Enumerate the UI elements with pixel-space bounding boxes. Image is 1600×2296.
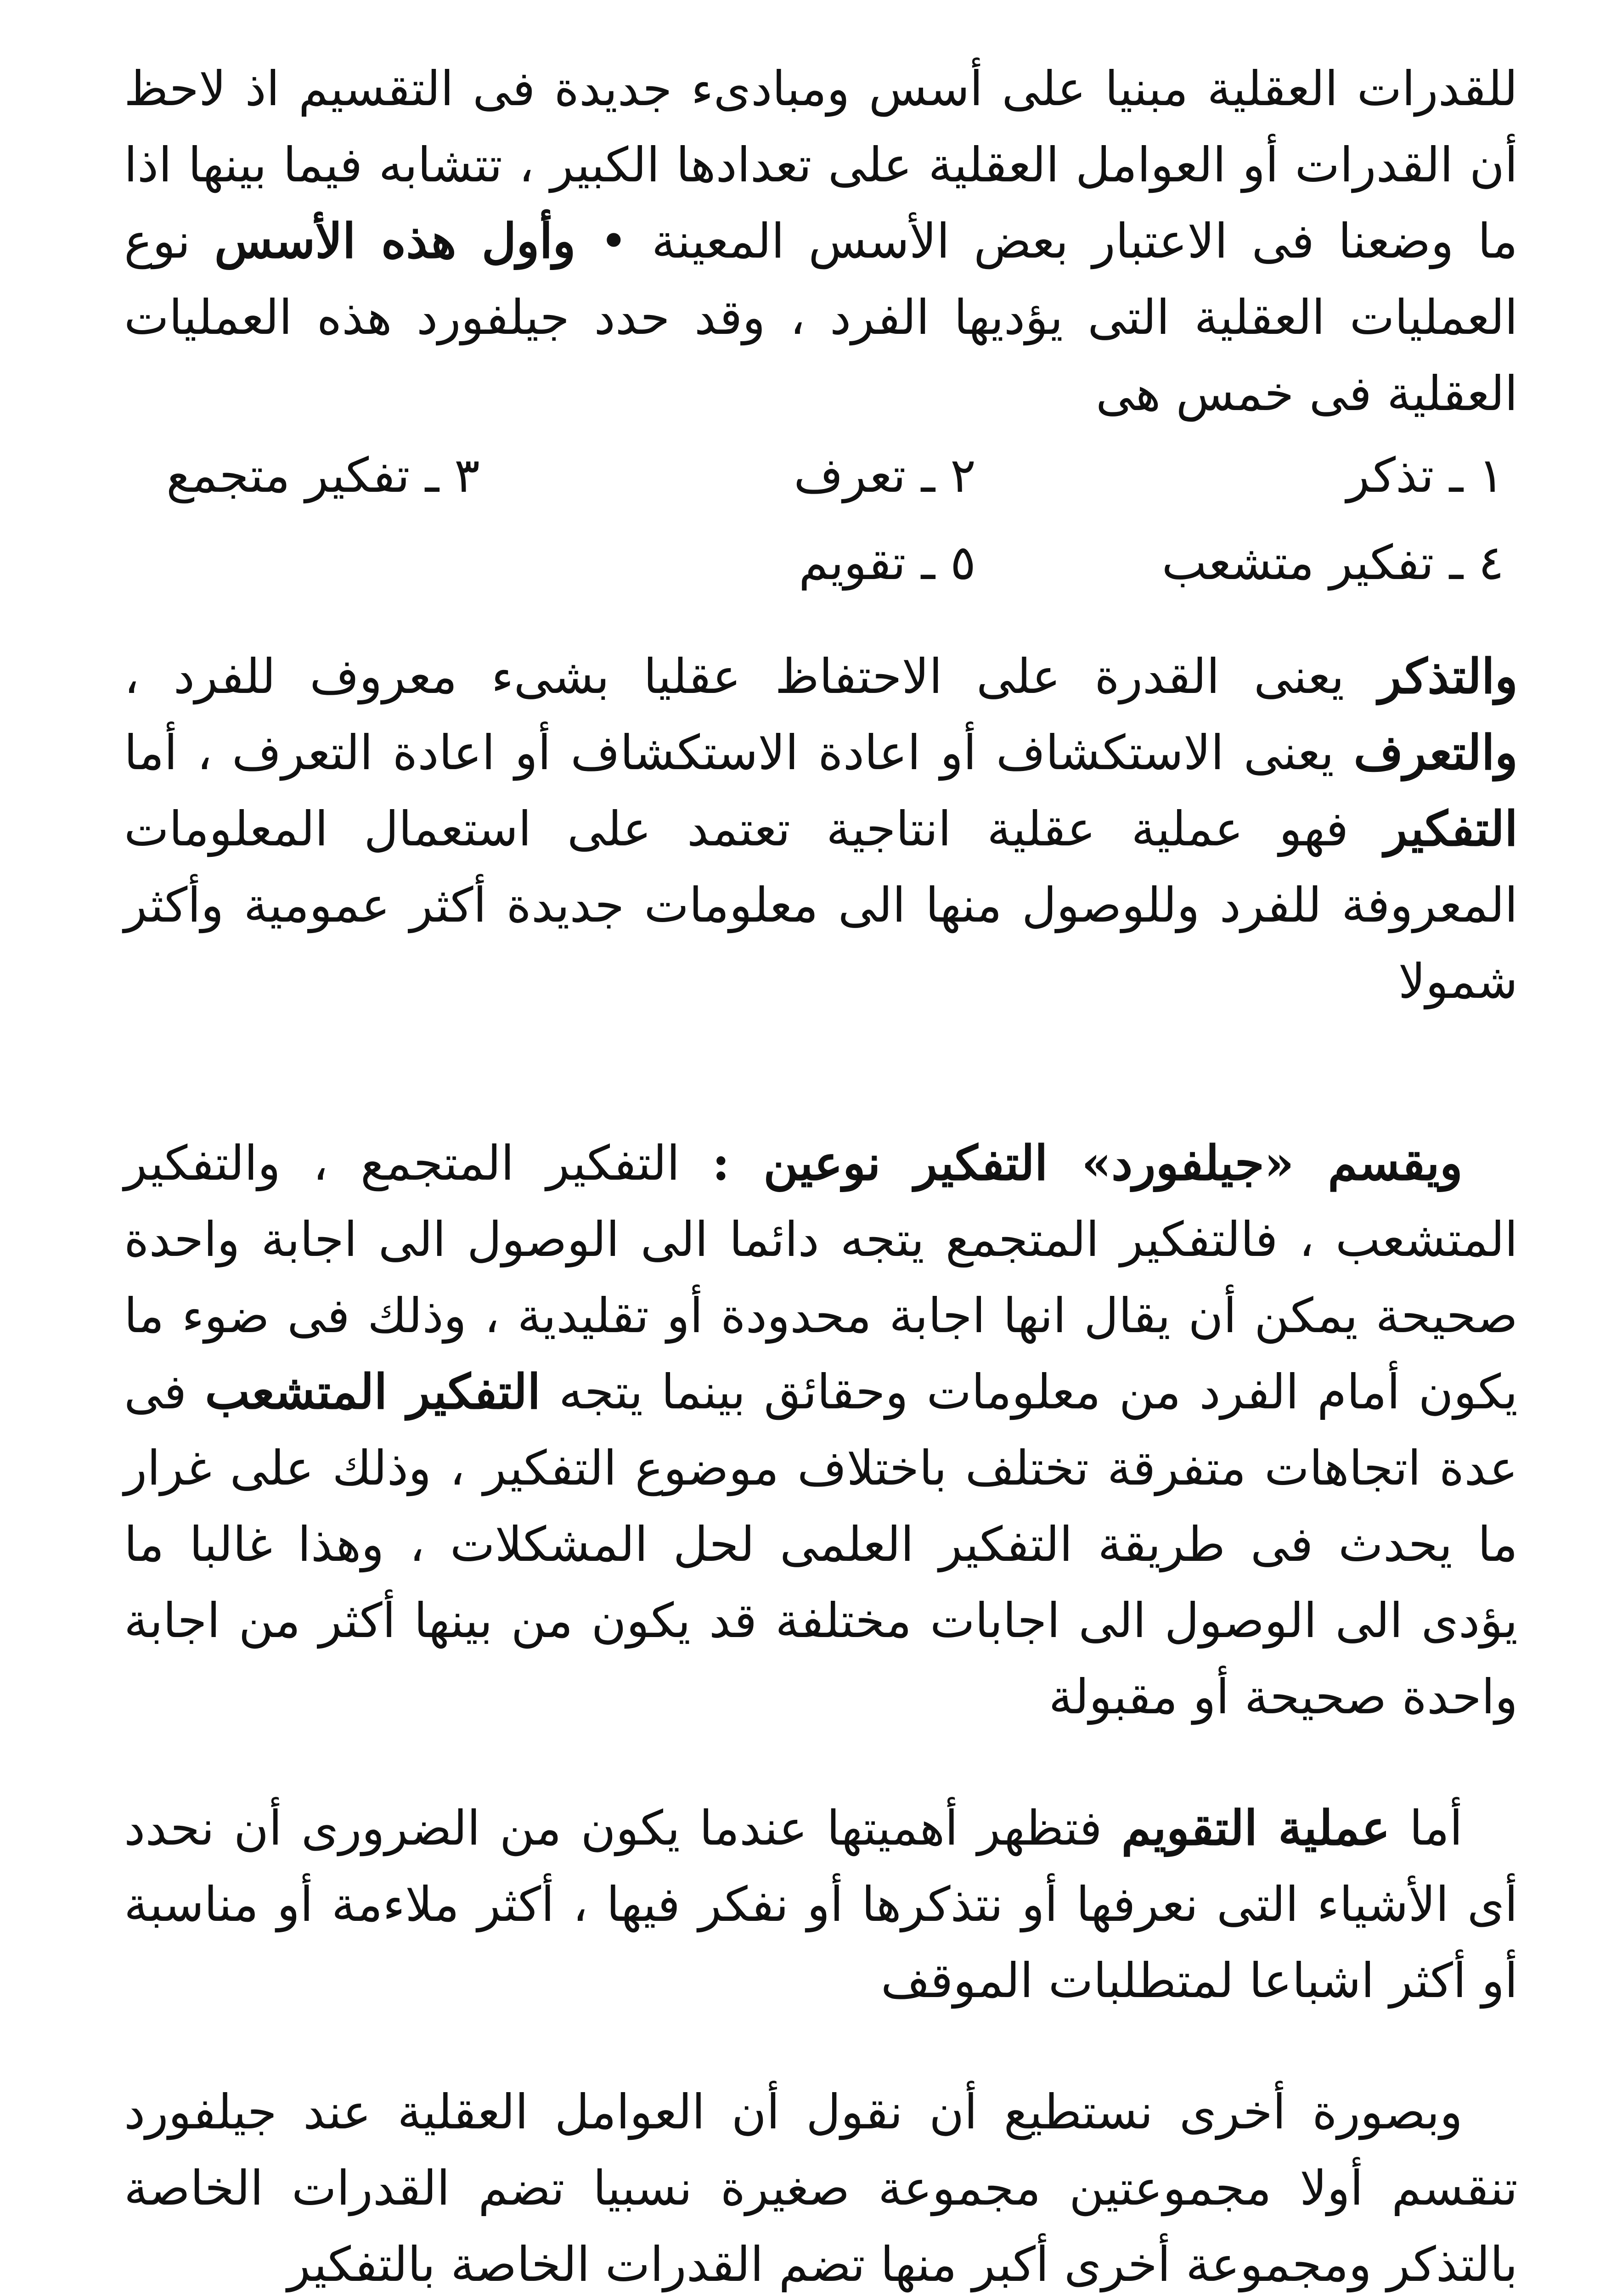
paragraph-1-tail: نوع العمليات العقلية التى يؤديها الفرد ، وقد حدد جيلفورد هذه العمليات العقلية فى خمس هى (124, 213, 1518, 422)
paragraph-2-text-1: يعنى القدرة على الاحتفاظ عقليا بشىء معروف للفرد ، (124, 648, 1379, 704)
term-evaluation: عملية التقويم (1121, 1800, 1390, 1856)
operations-row-2 (124, 519, 1518, 606)
operation-5: ٥ ـ تقويم (799, 535, 976, 591)
paragraph-3-text-2: فى عدة اتجاهات متفرقة تختلف باختلاف موضوع التفكير ، وذلك على غرار ما يحدث فى طريقة التفكير العلمى لحل المشكلات ، وهذا غالبا ما يؤدى الى الوصول الى اجابات مختلفة قد يكون من بينها أكثر من اجابة واحدة صحيحة أو مقبولة (124, 1364, 1518, 1725)
paragraph-3-text-1: التفكير المتجمع ، والتفكير المتشعب ، فالتفكير المتجمع يتجه دائما الى الوصول الى اجابة واحدة صحيحة يمكن أن يقال انها اجابة محدودة أو تقليدية ، وذلك فى ضوء ما يكون أمام الفرد من معلومات وحقائق بينما يتجه (124, 1135, 1518, 1420)
paragraph-2 (124, 638, 1518, 1019)
operation-1: ١ ـ تذكر (1346, 447, 1504, 503)
paragraph-1-text: للقدرات العقلية مبنيا على أسس ومبادىء جديدة فى التقسيم اذ لاحظ أن القدرات أو العوامل العقلية على تعدادها الكبير ، تتشابه فيما بينها اذا ما وضعنا فى الاعتبار بعض الأسس المعينة • (124, 61, 1518, 269)
term-thinking: التفكير (1384, 800, 1518, 857)
paragraph-4-text-1: فتظهر أهميتها عندما يكون من الضرورى أن نحدد أى الأشياء التى نعرفها أو نتذكرها أو نفكر فيها ، أكثر ملاءمة أو مناسبة أو أكثر اشباعا لمتطلبات الموقف (124, 1800, 1518, 2009)
paragraph-2-text-2: يعنى الاستكشاف أو اعادة الاستكشاف أو اعادة التعرف ، أما (124, 725, 1354, 781)
term-remembering: والتذكر (1378, 648, 1518, 704)
term-recognition: والتعرف (1353, 724, 1518, 781)
operation-3: ٣ ـ تفكير متجمع (166, 447, 480, 503)
paragraph-3 (124, 1125, 1518, 1735)
paragraph-1 (124, 51, 1518, 432)
operations-row-1 (124, 432, 1518, 519)
paragraph-2-text-3: فهو عملية عقلية انتاجية تعتمد على استعمال المعلومات المعروفة للفرد وللوصول منها الى معلومات جديدة أكثر عمومية وأكثر شمولا (124, 801, 1518, 1009)
term-divergent-thinking: التفكير المتشعب (205, 1363, 541, 1420)
page-body (124, 51, 1518, 2296)
term-thinking-types: ويقسم «جيلفورد» التفكير نوعين : (712, 1135, 1463, 1191)
operation-4: ٤ ـ تفكير متشعب (1161, 535, 1504, 591)
operation-2: ٢ ـ تعرف (794, 447, 976, 503)
paragraph-1-bold: وأول هذه الأسس (214, 213, 576, 269)
paragraph-5: وبصورة أخرى نستطيع أن نقول أن العوامل العقلية عند جيلفورد تنقسم أولا مجموعتين مجموعة صغيرة نسبيا تضم القدرات الخاصة بالتذكر ومجموعة أخرى أكبر منها تضم القدرات الخاصة بالتفكير (124, 2084, 1518, 2292)
paragraph-4-text-0: أما (1390, 1800, 1463, 1856)
paragraph-4 (124, 1790, 1518, 2019)
